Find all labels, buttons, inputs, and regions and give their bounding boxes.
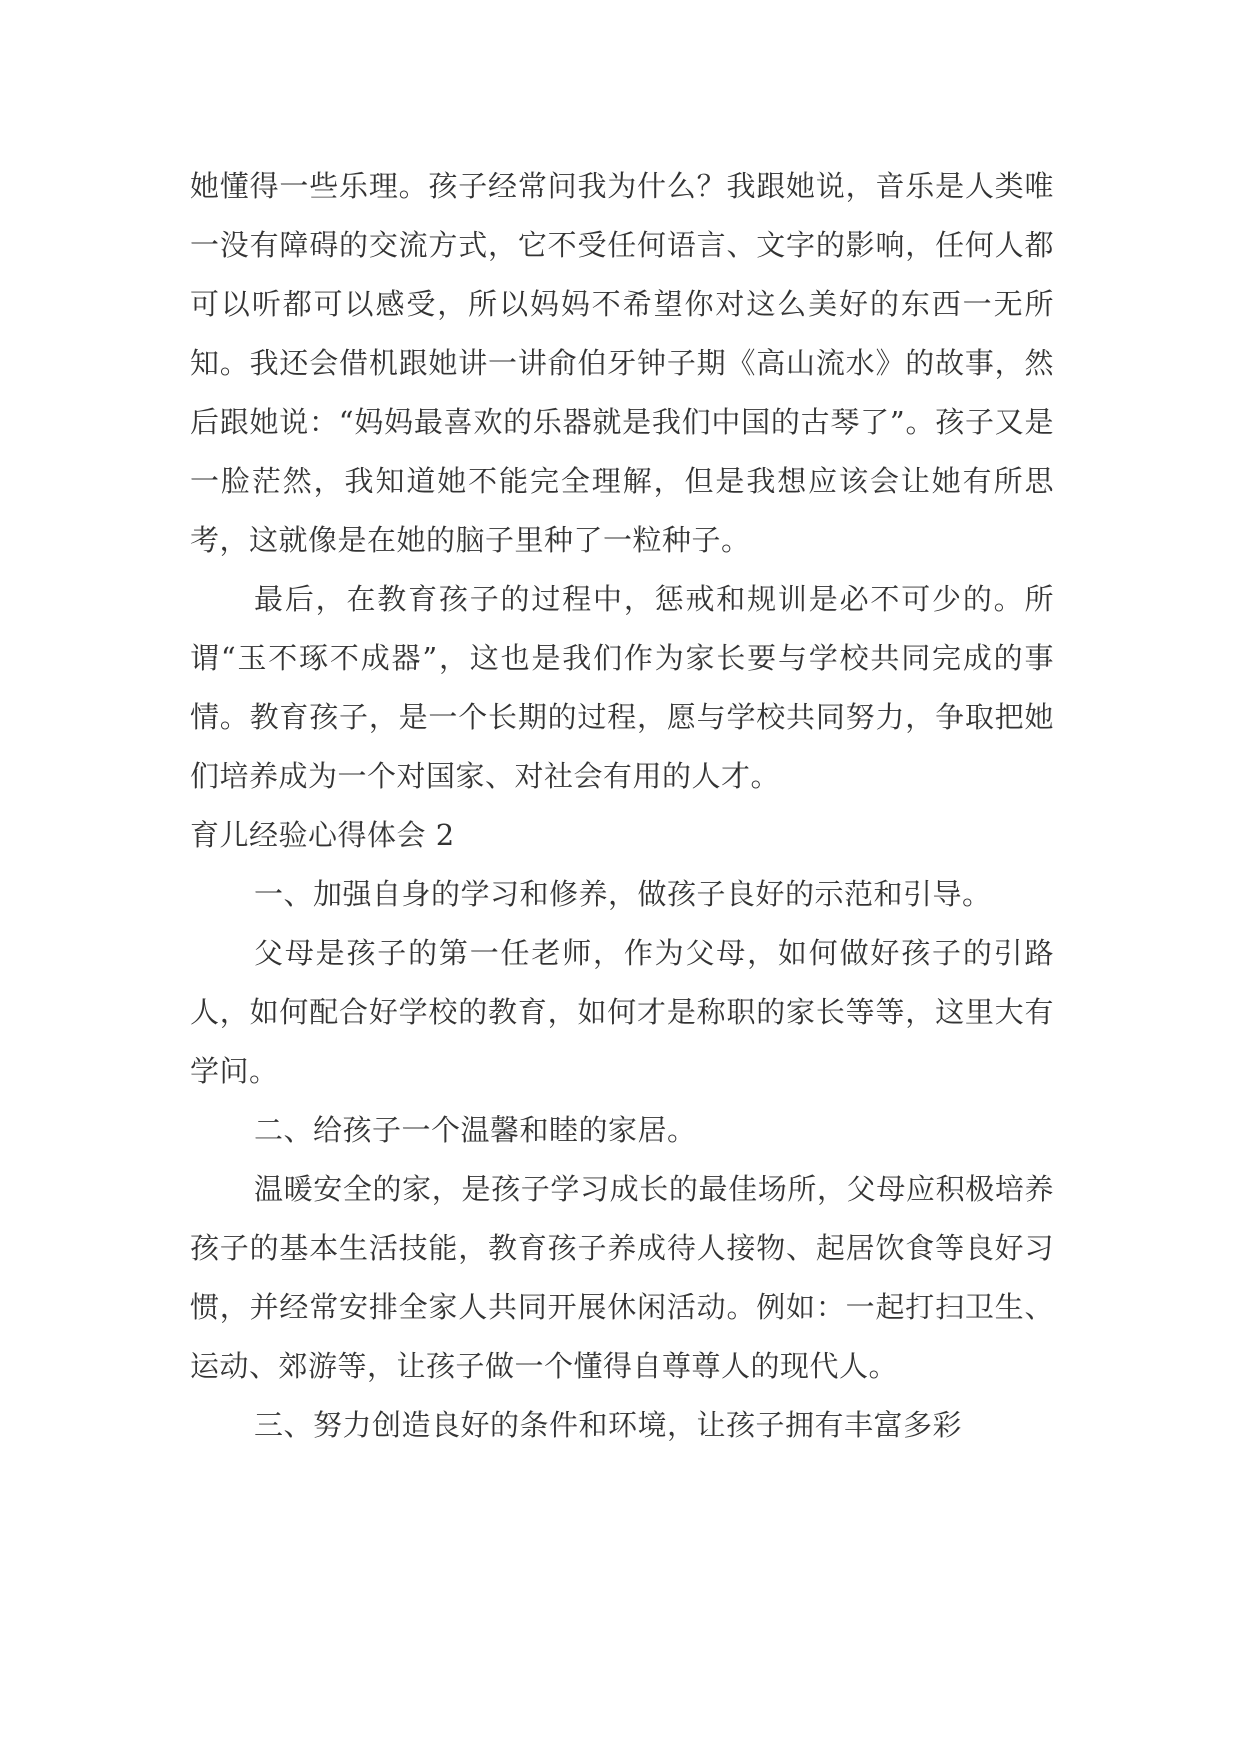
document-page: [190, 157, 1054, 1455]
paragraph-discipline: 最后，在教育孩子的过程中，惩戒和规训是必不可少的。所谓“玉不琢不成器”，这也是我们作为家长要与学校共同完成的事情。教育孩子，是一个长期的过程，愿与学校共同努力，争取把她们培养成为一个对国家、对社会有用的人才。: [190, 582, 1054, 793]
heading-point-one: 一、加强自身的学习和修养，做孩子良好的示范和引导。: [254, 877, 992, 911]
section-title: 育儿经验心得体会 2: [190, 818, 455, 852]
heading-point-two: 二、给孩子一个温馨和睦的家居。: [254, 1113, 697, 1147]
paragraph-first-teacher: 父母是孩子的第一任老师，作为父母，如何做好孩子的引路人，如何配合好学校的教育，如何才是称职的家长等等，这里大有学问。: [190, 936, 1054, 1088]
paragraph-continuation: 她懂得一些乐理。孩子经常问我为什么？我跟她说，音乐是人类唯一没有障碍的交流方式，它不受任何语言、文字的影响，任何人都可以听都可以感受，所以妈妈不希望你对这么美好的东西一无所知。我还会借机跟她讲一讲俞伯牙钟子期《高山流水》的故事，然后跟她说：“妈妈最喜欢的乐器就是我们中国的古琴了”。孩子又是一脸茫然，我知道她不能完全理解，但是我想应该会让她有所思考，这就像是在她的脑子里种了一粒种子。: [190, 169, 1054, 557]
heading-point-three: 三、努力创造良好的条件和环境，让孩子拥有丰富多彩: [254, 1408, 963, 1442]
paragraph-warm-home: 温暖安全的家，是孩子学习成长的最佳场所，父母应积极培养孩子的基本生活技能，教育孩子养成待人接物、起居饮食等良好习惯，并经常安排全家人共同开展休闲活动。例如：一起打扫卫生、运动、郊游等，让孩子做一个懂得自尊尊人的现代人。: [190, 1172, 1054, 1383]
